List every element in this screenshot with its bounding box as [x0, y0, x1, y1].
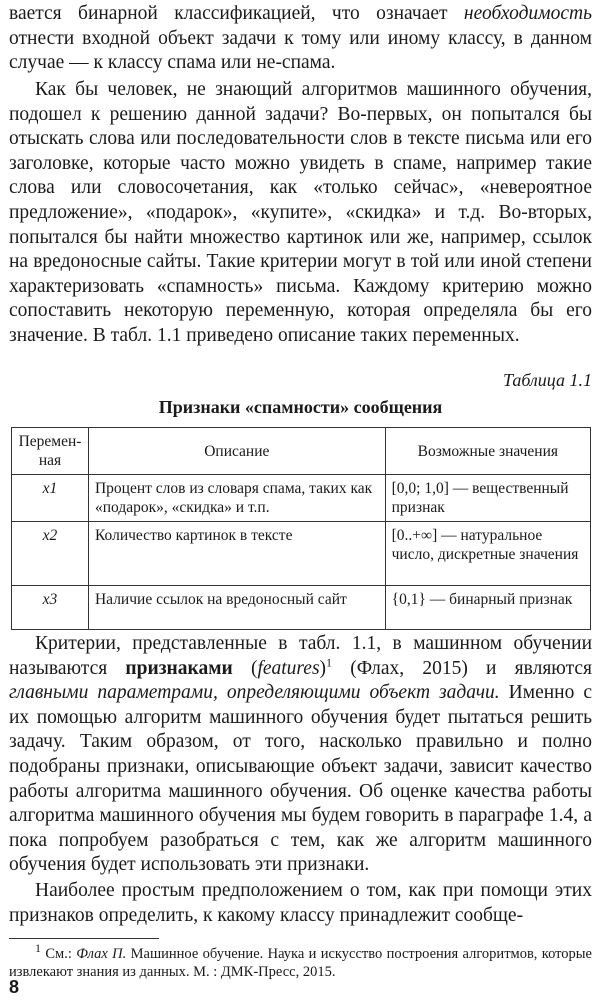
header-variable: [12, 428, 89, 475]
row-variable: x1: [12, 475, 89, 522]
paragraph-3-text-b: (: [232, 657, 258, 679]
footnote-author: Флах П.: [76, 946, 127, 962]
table-title: Признаки «спамности» сообщения: [158, 397, 443, 417]
paragraph-1-text-a: вается бинарной классификацией, что означает: [9, 3, 464, 24]
paragraph-3-text-d: (Флах, 2015) и являются: [332, 657, 592, 679]
page-number: 8: [9, 977, 20, 997]
header-variable-line1: Перемен-: [18, 433, 82, 450]
row-variable: x3: [12, 586, 89, 630]
footnote-text-b: Машинное обучение. Наука и искусство построения алгоритмов, которые извлекают знания из данных. М. : ДМК-Пресс, 2015.: [9, 946, 592, 980]
table-row: [12, 475, 591, 522]
row-values: {0,1} — бинарный признак: [385, 586, 590, 630]
paragraph-3-text-a: Критерии, представленные в табл. 1.1, в машинном обучении называются: [9, 633, 592, 679]
footnote-text-a: См.:: [41, 946, 77, 962]
paragraph-1-text-b: отнести входной объект задачи к тому или иному классу, в данном случае — к классу спама или не-спама.: [9, 27, 592, 74]
footnote-divider: [9, 938, 159, 939]
header-variable-line2: ная: [38, 452, 62, 469]
table-header-row: [12, 428, 591, 475]
term-features-english: features: [257, 657, 320, 679]
header-description: Описание: [88, 428, 385, 475]
term-features-bold: признаками: [125, 657, 233, 679]
row-description: Наличие ссылок на вредоносный сайт: [88, 586, 385, 630]
table-row: [12, 522, 591, 586]
footnote-number: 1: [35, 941, 41, 956]
header-values: Возможные значения: [385, 428, 590, 475]
paragraph-3: [9, 632, 592, 878]
paragraph-1-emphasis: необходимость: [463, 3, 592, 24]
paragraph-2: Как бы человек, не знающий алгоритмов машинного обучения, подошел к решению данной задачи? Во-первых, он попытался бы отыскать слова или последовательности слов в тексте письма или его заголовке, которые часто можно увидеть в спаме, например такие слова или словосочетания, как «только сейчас», «невероятное предложение», «подарок», «купите», «скидка» и т.д. Во-вторых, попытался бы найти множество картинок или же, например, ссылок на вредоносные сайты. Такие критерии могут в той или иной степени характеризовать «спамность» письма. Каждому критерию можно сопоставить некоторую переменную, которая определяла бы его значение. В табл. 1.1 приведено описание таких переменных.: [9, 79, 592, 346]
features-table: [11, 427, 591, 630]
row-values: [0..+∞] — натуральное число, дискретные значения: [385, 522, 590, 586]
paragraph-4: Наиболее простым предположением о том, как при помощи этих признаков определить, к какому классу принадлежит сообще-: [9, 880, 592, 926]
footnote: [9, 941, 592, 981]
paragraph-3-text-e: Именно с их помощью алгоритм машинного обучения будет пытаться решить задачу. Таким образом, от того, насколько правильно и полно подобраны признаки, описывающие объект задачи, зависит качество работы алгоритма машинного обучения. Об оценке качества работы алгоритма машинного обучения мы будем говорить в параграфе 1.4, а пока попробуем разобраться с тем, как же алгоритм машинного обучения будет использовать эти признаки.: [9, 682, 592, 876]
row-description: Количество картинок в тексте: [88, 522, 385, 586]
row-description: Процент слов из словаря спама, таких как «подарок», «скидка» и т.п.: [88, 475, 385, 522]
footnote-marker[interactable]: 1: [326, 655, 333, 670]
paragraph-1: [9, 2, 592, 76]
row-values: [0,0; 1,0] — вещественный признак: [385, 475, 590, 522]
table-caption: Таблица 1.1: [502, 370, 592, 390]
paragraph-3-emphasis: главными параметрами, определяющими объект задачи.: [9, 682, 500, 704]
paragraph-3-text-c: ): [319, 657, 327, 679]
table-row: [12, 586, 591, 630]
row-variable: x2: [12, 522, 89, 586]
